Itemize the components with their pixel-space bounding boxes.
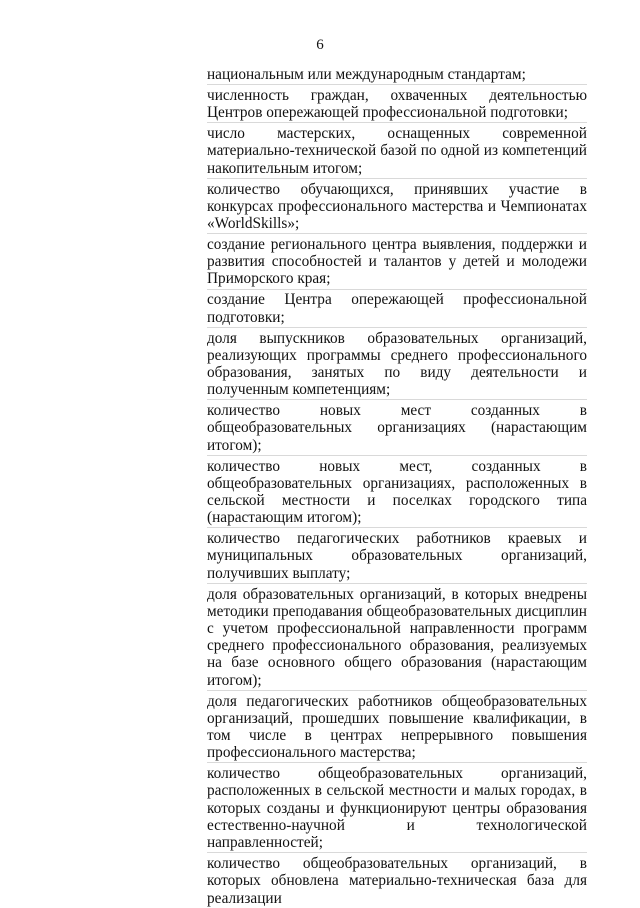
page-number: 6 <box>316 37 324 53</box>
list-item: численность граждан, охваченных деятельностью Центров опережающей профессиональной подготовки; <box>207 87 587 123</box>
list-item: количество общеобразовательных организаций, в которых обновлена материально-техническая база для реализации <box>207 855 587 907</box>
list-item: национальным или международным стандартам; <box>207 66 587 85</box>
list-item: доля педагогических работников общеобразовательных организаций, прошедших повышение квалификации, в том числе в центрах непрерывного повышения профессионального мастерства; <box>207 693 587 764</box>
list-item: количество обучающихся, принявших участие в конкурсах профессионального мастерства и Чемпионатах «WorldSkills»; <box>207 181 587 235</box>
list-item: доля выпускников образовательных организаций, реализующих программы среднего профессионального образования, занятых по виду деятельности и полученным компетенциям; <box>207 330 587 401</box>
list-item: количество педагогических работников краевых и муниципальных образовательных организаций, получивших выплату; <box>207 530 587 584</box>
list-item: количество новых мест созданных в общеобразовательных организациях (нарастающим итогом); <box>207 402 587 456</box>
indicator-list <box>207 66 587 908</box>
list-item: количество общеобразовательных организаций, расположенных в сельской местности и малых городах, в которых созданы и функционируют центры образования естественно-научной и технологической направленностей; <box>207 765 587 853</box>
list-item: количество новых мест, созданных в общеобразовательных организациях, расположенных в сельской местности и поселках городского типа (нарастающим итогом); <box>207 458 587 529</box>
list-item: создание регионального центра выявления, поддержки и развития способностей и талантов у детей и молодежи Приморского края; <box>207 236 587 290</box>
list-item: число мастерских, оснащенных современной материально-технической базой по одной из компетенций накопительным итогом; <box>207 125 587 179</box>
list-item: доля образовательных организаций, в которых внедрены методики преподавания общеобразовательных дисциплин с учетом профессиональной направленности программ среднего профессионального образования, реализуемых на базе основного общего образования (нарастающим итогом); <box>207 586 587 691</box>
list-item: создание Центра опережающей профессиональной подготовки; <box>207 291 587 327</box>
